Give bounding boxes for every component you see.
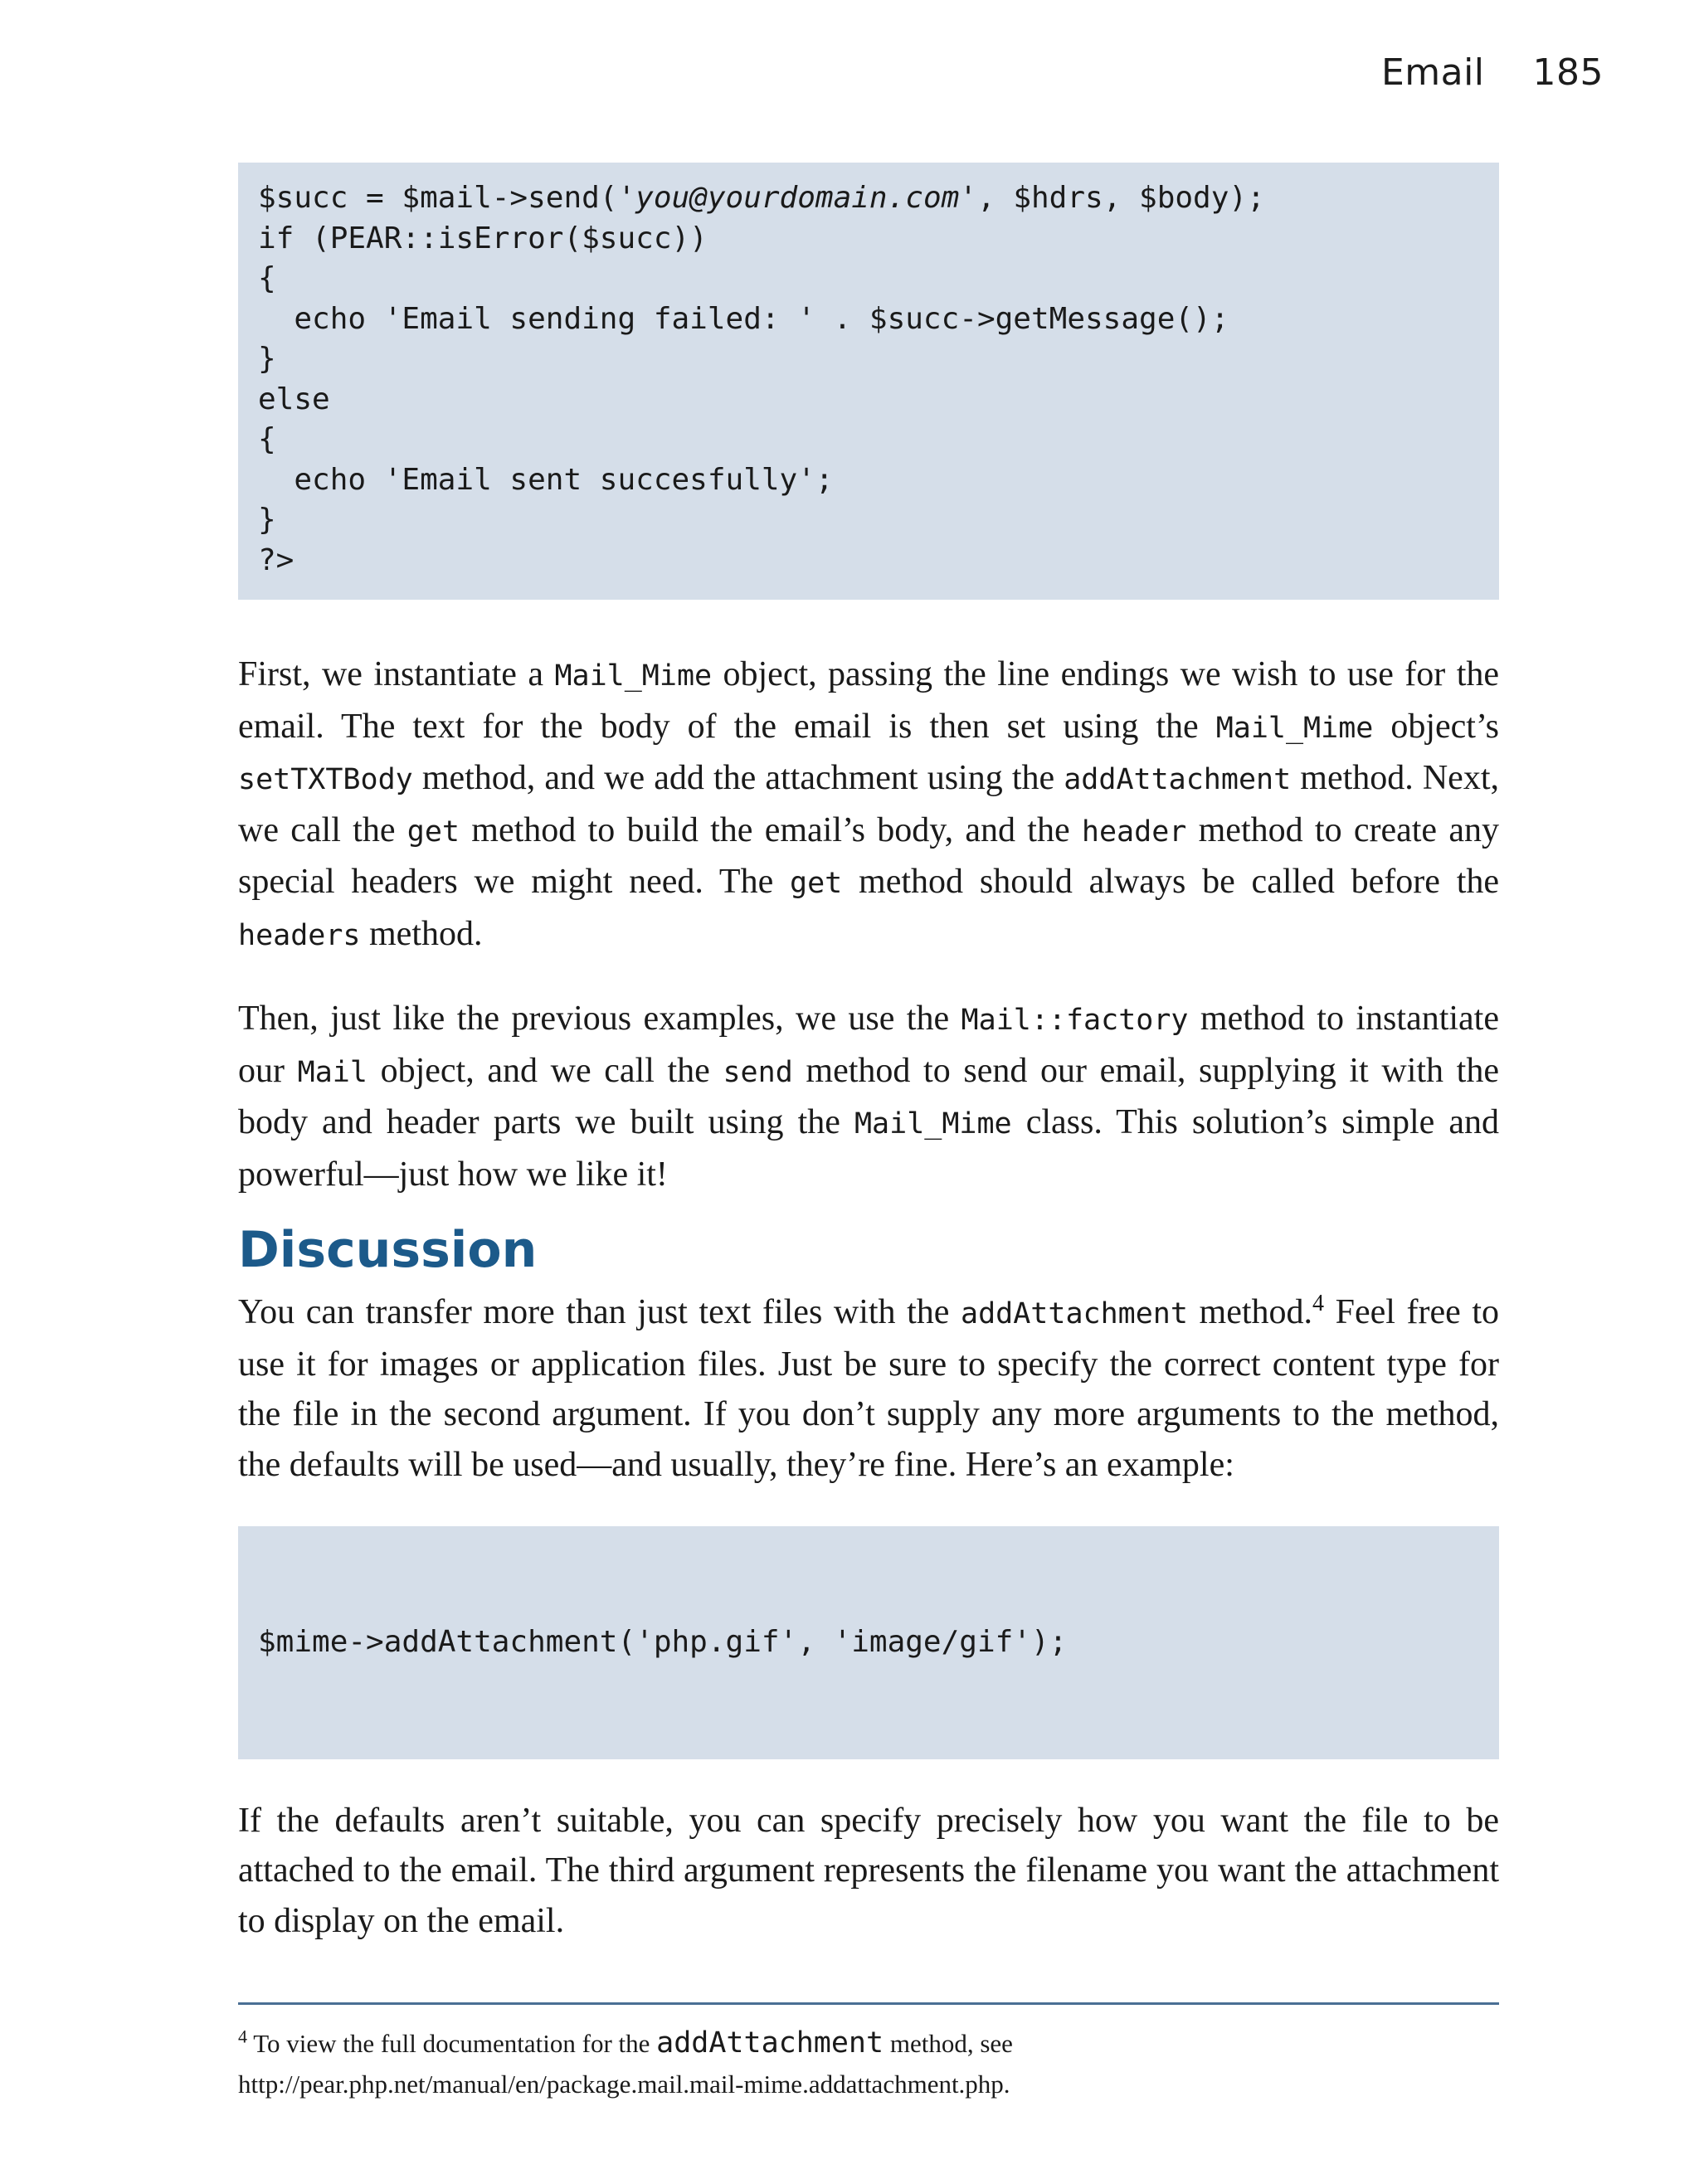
code-line: $mime->addAttachment('php.gif', 'image/gif');: [258, 1625, 1068, 1659]
code-line: else: [258, 382, 330, 416]
footnote-reference[interactable]: 4: [1312, 1291, 1325, 1316]
paragraph-mail-mime-explanation: [238, 649, 1499, 961]
text: method, see: [884, 2029, 1013, 2058]
code-line: {: [258, 261, 276, 295]
code-block-send: [238, 163, 1499, 600]
text: method. Next, we call the: [238, 759, 1499, 849]
paragraph-mail-factory: [238, 994, 1499, 1199]
footnote: [238, 2023, 1499, 2104]
text: If the defaults aren’t suitable, you can specify precisely how you want the file to be attached to the email. The third argument represents the filename you want the attachment to display on the email.: [238, 1801, 1499, 1940]
code-line: if (PEAR::isError($succ)): [258, 221, 708, 255]
code-line: echo 'Email sending failed: ' . $succ->getMessage();: [258, 301, 1229, 336]
inline-code: addAttachment: [656, 2026, 884, 2060]
inline-code: addAttachment: [1064, 763, 1292, 796]
text: To view the full documentation for the: [247, 2029, 657, 2058]
inline-code: Mail::factory: [961, 1004, 1189, 1037]
section-heading-discussion: Discussion: [238, 1221, 538, 1279]
inline-code: get: [790, 867, 843, 900]
inline-code: Mail_Mime: [854, 1107, 1012, 1141]
inline-code: addAttachment: [961, 1297, 1188, 1330]
code-line: ?>: [258, 542, 295, 577]
text: First, we instantiate a: [238, 655, 555, 693]
code-line: {: [258, 422, 276, 456]
code-block-add-attachment: [238, 1526, 1499, 1759]
text: class. This solution’s simple and powerful—just how we like it!: [238, 1103, 1499, 1194]
inline-code: Mail: [297, 1055, 368, 1089]
text: method.: [1187, 1293, 1313, 1331]
code-line: }: [258, 342, 276, 376]
inline-code: Mail_Mime: [554, 659, 713, 693]
text: You can transfer more than just text files with the: [238, 1293, 961, 1331]
inline-code: headers: [238, 918, 361, 952]
code-line: $succ = $mail->send('you@yourdomain.com', $hdrs, $body);: [258, 181, 1265, 215]
footnote-url-link[interactable]: http://pear.php.net/manual/en/package.mail.mail-mime.addattachment.php.: [238, 2070, 1010, 2099]
text: method to create any special headers we might need. The: [238, 810, 1500, 901]
text: Feel free to use it for images or application files. Just be sure to specify the correct content type for the file in the second argument. If you don’t supply any more arguments to the method, the defaults will be used—and usually, they’re fine. Here’s an example:: [238, 1293, 1499, 1484]
text: method.: [360, 914, 483, 953]
text: Then, just like the previous examples, we use the: [238, 1000, 961, 1038]
text: object’s: [1373, 707, 1499, 746]
code-line: }: [258, 503, 276, 537]
footnote-divider: [238, 2002, 1499, 2005]
text: method, and we add the attachment using the: [412, 759, 1064, 797]
page-content: [238, 163, 1499, 2104]
text: object, passing the line endings we wish to use for the email. The text for the body of the email is then set using the: [238, 655, 1499, 746]
paragraph-discussion: [238, 1287, 1499, 1490]
inline-code: send: [723, 1055, 793, 1089]
inline-code: Mail_Mime: [1215, 711, 1374, 745]
text: method to send our email, supplying it with the body and header parts we built using the: [238, 1051, 1499, 1141]
code-line: echo 'Email sent succesfully';: [258, 462, 834, 497]
inline-code: header: [1081, 815, 1187, 849]
inline-code: setTXTBody: [238, 763, 413, 796]
text: object, and we call the: [367, 1051, 723, 1090]
running-head-title: Email: [1380, 51, 1485, 94]
text: method should always be called before the: [842, 863, 1500, 901]
text: method to instantiate our: [238, 1000, 1499, 1090]
inline-code: get: [406, 815, 460, 849]
page-number: 185: [1532, 51, 1604, 94]
footnote-number: 4: [238, 2026, 247, 2047]
text: method to build the email’s body, and the: [459, 810, 1082, 849]
paragraph-defaults: [238, 1796, 1499, 1947]
running-head: [1381, 51, 1604, 94]
